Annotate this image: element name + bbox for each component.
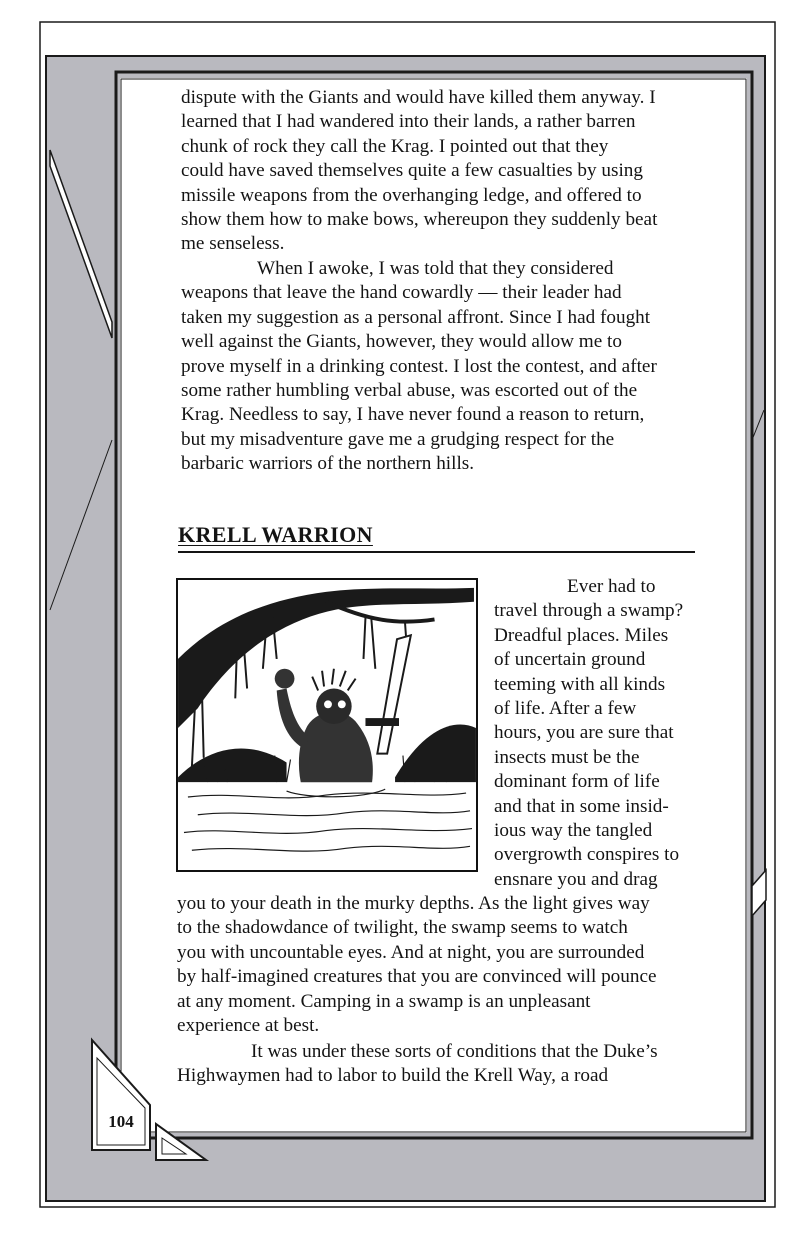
- page-number: 104: [108, 1112, 134, 1131]
- text-line: you with uncountable eyes. And at night, you are surrounded: [177, 941, 645, 963]
- text-line: to the shadowdance of twilight, the swamp seems to watch: [177, 917, 628, 939]
- sword-hilt: [365, 718, 399, 726]
- text-line: teeming with all kinds: [494, 673, 666, 695]
- left-hill: [178, 749, 287, 783]
- text-line: well against the Giants, however, they would allow me to: [181, 331, 622, 353]
- text-line: but my misadventure gave me a grudging respect for the: [181, 428, 615, 450]
- section-heading: KRELL WARRION: [178, 522, 695, 553]
- final-paragraph: [177, 1040, 658, 1089]
- text-line: experience at best.: [177, 1014, 320, 1036]
- text-line: weapons that leave the hand cowardly — their leader had: [181, 282, 622, 304]
- text-line: missile weapons from the overhanging ledge, and offered to: [181, 184, 642, 206]
- text-line: barbaric warriors of the northern hills.: [181, 453, 475, 475]
- text-line: you to your death in the murky depths. As the light gives way: [177, 893, 650, 914]
- text-line: ious way the tangled: [494, 819, 653, 841]
- wrapped-paragraph: [494, 575, 683, 892]
- intro-paragraph: [181, 86, 657, 257]
- text-line: could have saved themselves quite a few casualties by using: [181, 160, 643, 182]
- text-line: prove myself in a drinking contest. I lost the contest, and after: [181, 355, 657, 377]
- text-line: and that in some insid-: [494, 795, 669, 817]
- text-line: dominant form of life: [494, 771, 660, 793]
- text-line: show them how to make bows, whereupon they suddenly beat: [181, 208, 658, 230]
- text-line: overgrowth conspires to: [494, 844, 680, 866]
- text-line: Krag. Needless to say, I have never found a reason to return,: [181, 404, 645, 426]
- creature-head: [316, 689, 352, 725]
- swamp-creature-illustration: [176, 578, 478, 872]
- text-line: insects must be the: [494, 746, 640, 768]
- text-line: of life. After a few: [494, 697, 637, 719]
- text-line: travel through a swamp?: [494, 600, 684, 622]
- text-line: learned that I had wandered into their lands, a rather barren: [181, 111, 636, 133]
- sword: [377, 635, 411, 753]
- creature-arm-raised: [277, 689, 311, 748]
- text-line: ensnare you and drag: [494, 868, 658, 890]
- second-paragraph: [181, 257, 657, 477]
- text-line: some rather humbling verbal abuse, was escorted out of the: [181, 379, 638, 401]
- creature-eye-right: [338, 700, 346, 708]
- text-line: It was under these sorts of conditions that the Duke’s: [251, 1041, 658, 1062]
- text-line: Dreadful places. Miles: [494, 624, 669, 646]
- text-line: at any moment. Camping in a swamp is an unpleasant: [177, 990, 591, 1012]
- text-line: taken my suggestion as a personal affront. Since I had fought: [181, 306, 651, 328]
- text-line: me senseless.: [181, 233, 285, 255]
- text-line: hours, you are sure that: [494, 722, 674, 744]
- text-line: When I awoke, I was told that they considered: [257, 258, 614, 279]
- text-line: of uncertain ground: [494, 649, 646, 671]
- text-line: Highwaymen had to labor to build the Krell Way, a road: [177, 1065, 609, 1087]
- creature-hair: [312, 669, 355, 691]
- text-line: chunk of rock they call the Krag. I pointed out that they: [181, 135, 609, 157]
- creature-eye-left: [324, 700, 332, 708]
- right-hill: [395, 725, 476, 783]
- text-line: dispute with the Giants and would have killed them anyway. I: [181, 87, 656, 108]
- text-line: by half-imagined creatures that you are convinced will pounce: [177, 966, 657, 988]
- full-width-paragraph: [177, 892, 657, 1038]
- text-line: Ever had to: [567, 576, 656, 597]
- creature-fist: [275, 669, 295, 689]
